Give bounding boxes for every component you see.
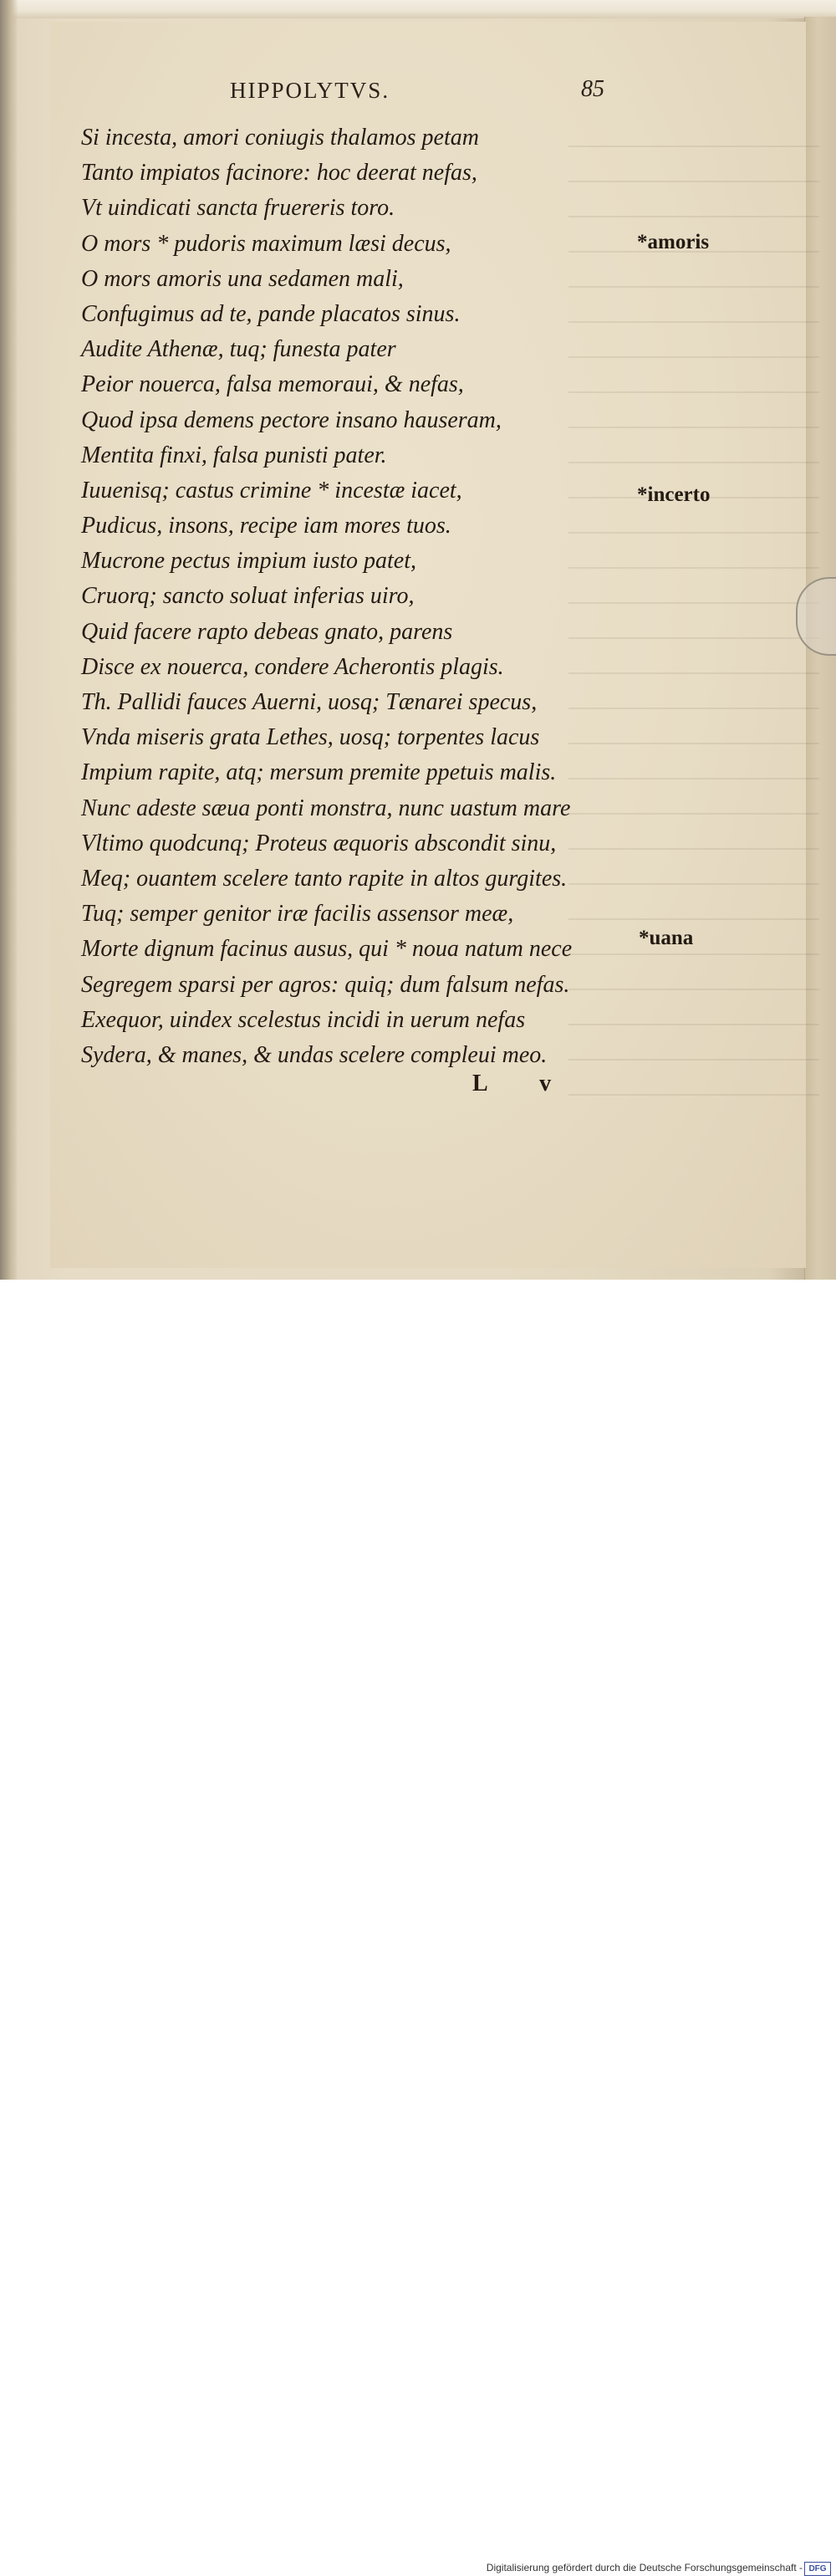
verse-line: Mucrone pectus impium iusto patet, — [81, 548, 417, 575]
dfg-logo: DFG — [804, 2562, 831, 2576]
verse-line: Si incesta, amori coniugis thalamos petam — [81, 125, 479, 151]
verse-line: Vnda miseris grata Lethes, uosq; torpentes lacus — [81, 724, 540, 751]
verse-line: O mors * pudoris maximum læsi decus, — [81, 230, 451, 257]
verse-line: Th. Pallidi fauces Auerni, uosq; Tænarei specus, — [81, 689, 538, 715]
verse-line: Meq; ouantem scelere tanto rapite in altos gurgites. — [81, 865, 568, 892]
scan-frame — [0, 0, 836, 1280]
verse-block — [81, 120, 633, 1073]
margin-note-incerto: *incerto — [637, 483, 711, 506]
binding-shadow — [0, 0, 18, 1280]
verse-line: Audite Athenæ, tuq; funesta pater — [81, 336, 396, 363]
verse-line: Cruorq; sancto soluat inferias uiro, — [81, 583, 415, 610]
margin-note-uana: *uana — [639, 927, 694, 949]
verse-line: Vt uindicati sancta fruereris toro. — [81, 195, 395, 222]
running-title: HIPPOLYTVS. — [230, 78, 390, 103]
verse-line: Exequor, uindex scelestus incidi in uerum nefas — [81, 1006, 526, 1033]
book-top-edge — [0, 0, 836, 18]
verse-line: Impium rapite, atq; mersum premite ppetuis malis. — [81, 759, 557, 786]
signature-mark: L v — [472, 1071, 575, 1096]
verse-line: Confugimus ad te, pande placatos sinus. — [81, 300, 461, 327]
page-number: 85 — [581, 76, 604, 102]
verse-line: Iuuenisq; castus crimine * incestæ iacet, — [81, 477, 462, 503]
verse-line: Tanto impiatos facinore: hoc deerat nefas, — [81, 160, 477, 187]
verse-line: Mentita finxi, falsa punisti pater. — [81, 442, 387, 468]
verse-line: Peior nouerca, falsa memoraui, & nefas, — [81, 371, 464, 398]
margin-note-amoris: *amoris — [637, 231, 710, 253]
verse-line: Tuq; semper genitor iræ facilis assensor meæ, — [81, 901, 514, 928]
verse-line: Morte dignum facinus ausus, qui * noua natum nece — [81, 936, 573, 963]
verse-line: O mors amoris una sedamen mali, — [81, 265, 404, 292]
verse-line: Nunc adeste sæua ponti monstra, nunc uastum mare — [81, 795, 571, 821]
verse-line: Segregem sparsi per agros: quiq; dum falsum nefas. — [81, 971, 570, 998]
verse-line: Sydera, & manes, & undas scelere compleui meo. — [81, 1041, 548, 1068]
verse-line: Vltimo quodcunq; Proteus æquoris abscondit sinu, — [81, 830, 557, 856]
verse-line: Pudicus, insons, recipe iam mores tuos. — [81, 513, 451, 539]
credit-bar — [0, 1280, 836, 2573]
credit-text: Digitalisierung gefördert durch die Deutsche Forschungsgemeinschaft - — [486, 2562, 803, 2573]
verse-line: Disce ex nouerca, condere Acherontis plagis. — [81, 653, 504, 680]
verse-line: Quid facere rapto debeas gnato, parens — [81, 618, 453, 645]
verse-line: Quod ipsa demens pectore insano hauseram, — [81, 406, 502, 433]
